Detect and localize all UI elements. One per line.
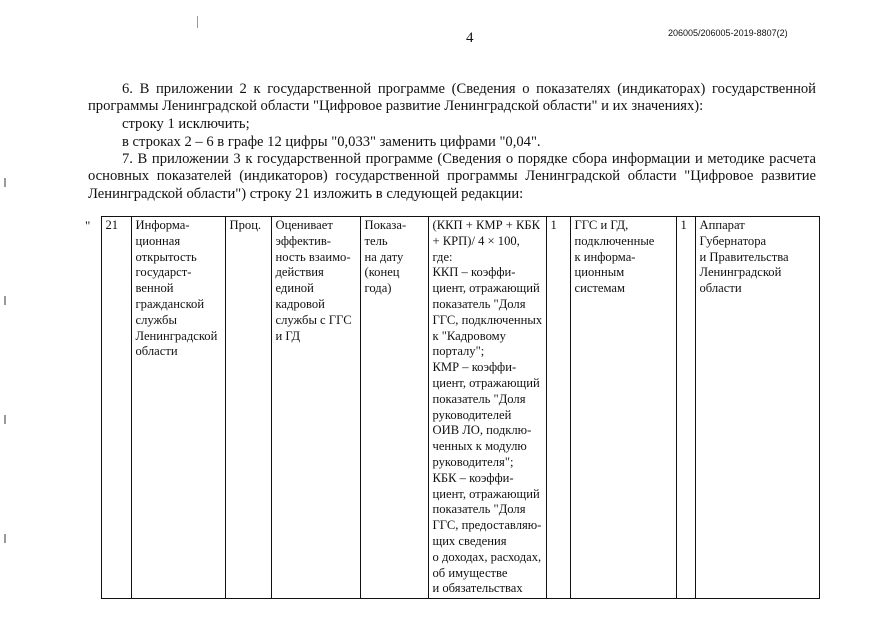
paragraph-6-line-2: программы Ленинградской области "Цифровое развитие Ленинградской области" и их значениях): [88,98,704,114]
description-line: и ГД [275,328,301,343]
method-line: показатель "Доля [432,502,526,517]
indicator-name-line: Информа- [135,218,190,232]
method-line: где: [432,249,453,264]
column-9-value: 1 [680,218,687,232]
indicator-type-line: на дату [364,249,404,264]
object-line: ционным [574,265,625,280]
indicator-name-line: службы [135,312,177,327]
method-line: ККП – коэффи- [432,265,516,280]
description-line: эффектив- [275,233,332,248]
method-line: руководителей [432,407,512,422]
paragraph-7-line-3: Ленинградской области") строку 21 изложить в следующей редакции: [88,186,524,202]
responsible-line: Аппарат [699,218,745,232]
paragraph-6-item-1: строку 1 исключить; [122,116,250,132]
method-line: КБК – коэффи- [432,470,514,485]
row-number-cell [101,217,131,599]
column-7-value: 1 [550,218,557,232]
indicator-type-line: года) [364,281,392,296]
description-line: ность взаимо- [275,249,351,264]
description-line: действия [275,265,324,280]
description-line: кадровой [275,296,325,311]
indicator-name-line: государст- [135,265,192,280]
method-line: + КРП)/ 4 × 100, [432,233,520,248]
scan-speck [4,534,6,543]
calculation-method-cell [428,217,546,599]
object-line: подключенные [574,233,655,248]
indicator-name-line: ционная [135,233,181,248]
description-line: единой [275,281,314,296]
indicator-name-cell [131,217,225,599]
row-number: 21 [105,218,119,232]
indicator-name-line: гражданской [135,296,205,311]
method-line: щих сведения [432,533,507,548]
indicator-table [81,216,820,599]
method-line: циент, отражающий [432,281,540,296]
object-line: к информа- [574,249,636,264]
method-line: ГГС, предоставляю- [432,518,542,533]
method-line: ченных к модулю [432,439,527,454]
method-line: порталу"; [432,344,485,359]
indicator-type-cell [360,217,428,599]
method-line: циент, отражающий [432,375,540,390]
method-line: о доходах, расходах, [432,549,542,564]
method-line: (ККП + КМР + КБК [432,218,541,232]
indicator-type-line: (конец [364,265,400,280]
indicator-name-line: области [135,344,178,359]
method-line: циент, отражающий [432,486,540,501]
indicator-name-line: Ленинградской [135,328,218,343]
indicator-type-line: Показа- [364,218,407,232]
method-line: показатель "Доля [432,391,526,406]
measurement-object-cell [570,217,676,599]
paragraph-6-line-1: 6. В приложении 2 к государственной программе (Сведения о показателях (индикаторах) государственной [122,81,816,97]
responsible-line: Ленинградской [699,265,782,280]
scan-speck [197,16,198,28]
object-line: ГГС и ГД, [574,218,629,232]
column-7-cell [546,217,570,599]
responsible-line: Губернатора [699,233,767,248]
method-line: руководителя"; [432,454,514,469]
responsible-cell [695,217,819,599]
unit-cell [225,217,271,599]
method-line: об имуществе [432,565,508,580]
indicator-name-line: открытость [135,249,197,264]
paragraph-6-item-2: в строках 2 – 6 в графе 12 цифры "0,033" заменить цифрами "0,04". [122,134,541,150]
paragraph-7-line-2: основных показателей (индикаторов) государственной программы Ленинградской области "Цифровое развитие [88,168,816,184]
method-line: показатель "Доля [432,296,526,311]
opening-quote: " [81,217,101,599]
scan-speck [4,178,6,187]
table-row [81,217,819,599]
unit: Проц. [229,218,262,232]
responsible-line: области [699,281,742,296]
method-line: ГГС, подключенных [432,312,543,327]
paragraph-7-line-1: 7. В приложении 3 к государственной программе (Сведения о порядке сбора информации и методике расчета [122,151,816,167]
description-line: службы с ГГС [275,312,352,327]
column-9-cell [676,217,695,599]
responsible-line: и Правительства [699,249,789,264]
method-line: к "Кадровому [432,328,506,343]
indicator-type-line: тель [364,233,388,248]
description-line: Оценивает [275,218,333,232]
page-number: 4 [466,30,474,46]
description-cell [271,217,360,599]
scan-speck [4,415,6,424]
method-line: ОИВ ЛО, подклю- [432,423,532,438]
method-line: КМР – коэффи- [432,360,517,375]
scan-speck [4,296,6,305]
object-line: системам [574,281,625,296]
document-id: 206005/206005-2019-8807(2) [668,28,788,38]
method-line: и обязательствах [432,581,523,596]
indicator-name-line: венной [135,281,174,296]
